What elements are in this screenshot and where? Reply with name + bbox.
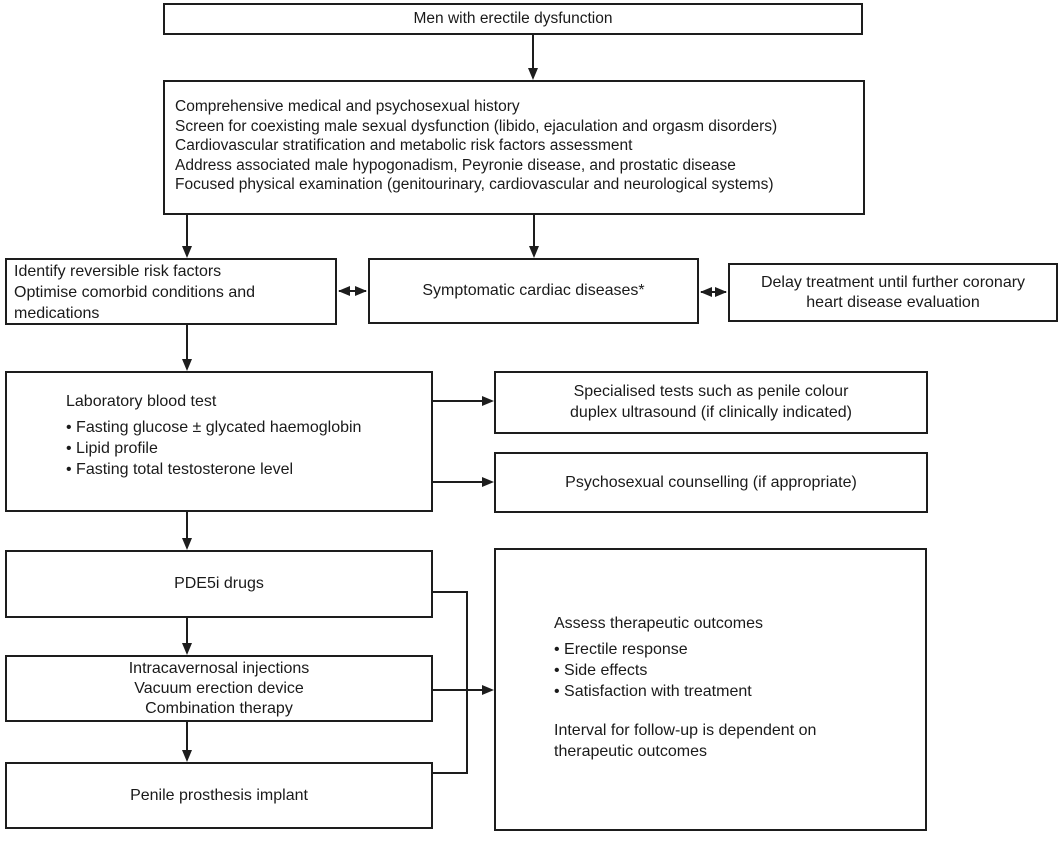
node-assess-outcomes: [494, 548, 927, 831]
assess-outcomes-title: Assess therapeutic outcomes: [554, 615, 763, 632]
intracavernosal-line: Vacuum erection device: [134, 679, 304, 697]
delay-treatment-line: Delay treatment until further coronary: [760, 273, 1026, 291]
risk-factors-line: medications: [14, 305, 100, 322]
assess-outcomes-bullet: • Satisfaction with treatment: [554, 683, 752, 700]
symptomatic-cardiac-label: Symptomatic cardiac diseases*: [422, 282, 645, 299]
connector-ppi-spine: [433, 772, 468, 774]
connector-ici-assess: [433, 689, 483, 691]
workup-line: Address associated male hypogonadism, Peyronie disease, and prostatic disease: [175, 156, 736, 174]
delay-treatment-line: heart disease evaluation: [806, 293, 980, 311]
arrowhead-down-icon: [528, 68, 538, 80]
node-intracavernosal: [5, 655, 433, 722]
assess-outcomes-note-line: Interval for follow-up is dependent on: [554, 722, 817, 739]
arrowhead-left-icon: [338, 286, 350, 296]
workup-line: Focused physical examination (genitourinary, cardiovascular and neurological systems): [175, 176, 774, 194]
pde5i-label: PDE5i drugs: [174, 575, 264, 592]
intracavernosal-line: Combination therapy: [145, 699, 293, 717]
connector-laboratory-specialised: [432, 400, 484, 402]
specialised-tests-line: duplex ultrasound (if clinically indicated): [570, 403, 852, 421]
arrowhead-right-icon: [482, 685, 494, 695]
arrowhead-down-icon: [182, 750, 192, 762]
psychosexual-counselling-label: Psychosexual counselling (if appropriate): [565, 473, 857, 491]
arrowhead-right-icon: [482, 477, 494, 487]
intracavernosal-line: Intracavernosal injections: [128, 659, 310, 677]
connector-workup-risk: [186, 215, 188, 248]
arrowhead-down-icon: [529, 246, 539, 258]
connector-laboratory-psych: [432, 481, 484, 483]
connector-patient-workup: [532, 35, 534, 70]
connector-ici-ppi: [186, 722, 188, 752]
laboratory-bullet: • Lipid profile: [66, 440, 158, 457]
arrowhead-down-icon: [182, 246, 192, 258]
connector-risk-laboratory: [186, 325, 188, 361]
arrowhead-left-icon: [700, 287, 712, 297]
node-psychosexual-counselling: [494, 452, 928, 513]
node-pde5i: [5, 550, 433, 618]
specialised-tests-line: Specialised tests such as penile colour: [573, 383, 849, 400]
arrowhead-right-icon: [482, 396, 494, 406]
workup-line: Cardiovascular stratification and metabolic risk factors assessment: [175, 137, 633, 155]
assess-outcomes-bullet: • Side effects: [554, 662, 648, 679]
node-patient-label: Men with erectile dysfunction: [413, 10, 613, 27]
connector-spine-vertical: [466, 591, 468, 774]
node-patient: [163, 3, 863, 35]
laboratory-bullet: • Fasting glucose ± glycated haemoglobin: [66, 419, 362, 436]
assess-outcomes-note-line: therapeutic outcomes: [554, 743, 707, 760]
node-delay-treatment: [728, 263, 1058, 322]
arrowhead-down-icon: [182, 538, 192, 550]
assess-outcomes-bullet: • Erectile response: [554, 641, 688, 658]
workup-line: Screen for coexisting male sexual dysfunction (libido, ejaculation and orgasm disorders): [175, 117, 778, 135]
laboratory-bullet: • Fasting total testosterone level: [66, 461, 294, 478]
penile-prosthesis-label: Penile prosthesis implant: [130, 786, 308, 804]
arrowhead-right-icon: [355, 286, 367, 296]
node-penile-prosthesis: [5, 762, 433, 829]
arrowhead-right-icon: [715, 287, 727, 297]
node-symptomatic-cardiac: [368, 258, 699, 324]
node-workup: [163, 80, 865, 215]
arrowhead-down-icon: [182, 359, 192, 371]
node-laboratory: [5, 371, 433, 512]
risk-factors-line: Identify reversible risk factors: [14, 263, 222, 280]
arrowhead-down-icon: [182, 643, 192, 655]
node-risk-factors: [5, 258, 337, 325]
connector-laboratory-pde5i: [186, 512, 188, 540]
risk-factors-line: Optimise comorbid conditions and: [14, 284, 256, 301]
connector-pde5i-ici: [186, 618, 188, 645]
node-specialised-tests: [494, 371, 928, 434]
workup-line: Comprehensive medical and psychosexual history: [175, 98, 520, 115]
connector-workup-cardiac: [533, 215, 535, 248]
connector-pde5i-spine: [433, 591, 468, 593]
laboratory-title: Laboratory blood test: [66, 393, 217, 410]
